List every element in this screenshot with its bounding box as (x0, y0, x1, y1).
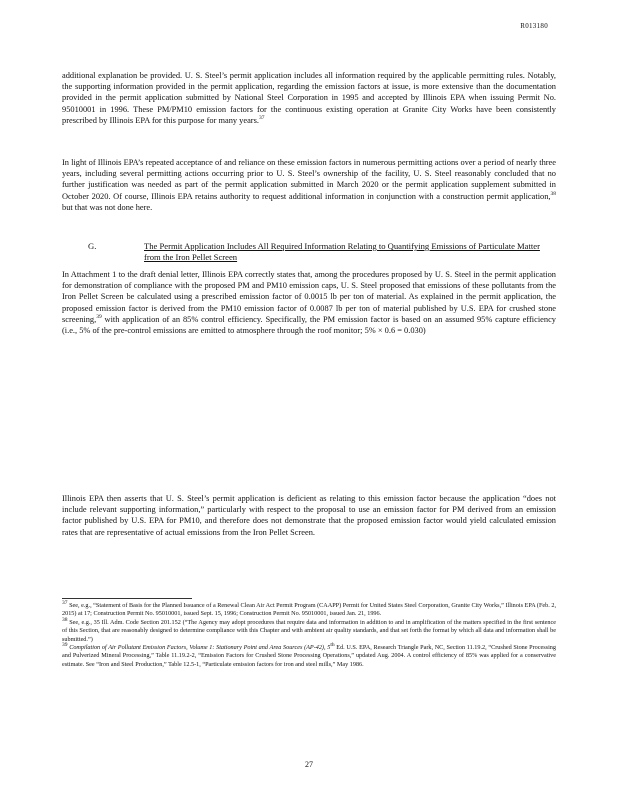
footnote-text: See, e.g., “Statement of Basis for the Planned Issuance of a Renewal Clean Air Act Permit Program (CAAPP) Permit for United States Steel Corporation, Granite City Works,” Illinois EPA (Feb. 2, 2015) at 17; Construction Permit No. 95010001, issued Sept. 15, 1996; Construction Permit No. 95010001, issued Jan. 21, 1996. (62, 602, 557, 618)
footnote-ref-37[interactable]: 37 (258, 115, 265, 122)
footnote-ref-39[interactable]: 39 (96, 314, 102, 321)
bates-number: R013180 (520, 22, 548, 30)
section-letter: G. (88, 241, 97, 251)
footnote-num: 37 (62, 599, 68, 606)
paragraph-4 (62, 493, 556, 538)
paragraph-3 (62, 269, 556, 336)
paragraph-3-text-end: with application of an 85% control efficiency. Specifically, the PM emission factor is based on an assumed 95% capture efficiency (i.e., 5% of the pre-control emissions are emitted to atmosphere through the roof monitor; 5% × 0.6 = 0.030) (62, 314, 556, 336)
footnote-text: Compilation of Air Pollutant Emission Factors, Volume 1: Stationary Point and Area Sources (AP-42), 5 (69, 644, 331, 652)
page-number: 27 (305, 760, 313, 769)
paragraph-1-text: additional explanation be provided. U. S. Steel’s permit application includes all information required by the applicable permitting rules. Notably, the supporting information provided in the permit application, regarding the emission factors at issue, is more extensive than the documentation provided in the permit application submitted by National Steel Corporation in 1995 and accepted by Illinois EPA when issuing Permit No. 95010001 in 1996. These PM/PM10 emission factors for the continuous existing operation at Granite City Works have been consistently prescribed by Illinois EPA for this purpose for many years. (62, 71, 556, 125)
paragraph-2-text: In light of Illinois EPA’s repeated acceptance of and reliance on these emission factors in numerous permitting actions over a period of nearly three years, including several permitting actions occurring prior to U. S. Steel’s ownership of the facility, U. S. Steel reasonably concluded that no further justification was needed as part of the permit application submitted in March 2020 or the permit application supplement submitted in October 2020. Of course, Illinois EPA retains authority to request additional information in conjunction with a construction permit application, (62, 158, 556, 201)
footnote-superscript: th (330, 641, 335, 648)
footnote-text: See, e.g., 35 Ill. Adm. Code Section 201.152 (“The Agency may adopt procedures that require data and information in addition to and in amplification of the matters specified in the first sentence of this Section, that are reasonably designed to determine compliance with this Chapter and with ambient air quality standards, and that set forth the format by which all data and information shall be submitted.”) (62, 618, 556, 643)
footnote-text-end: Ed. U.S. EPA, Research Triangle Park, NC, Section 11.19.2, “Crushed Stone Processing and Pulverized Mineral Processing,” Table 11.19.2-2, “Emission Factors for Crushed Stone Processing Operations,” updated Aug. 2004. A control efficiency of 85% was applied for a conservative estimate. See “Iron and Steel Production,” Table 12.5-1, “Particulate emission factors for iron and steel mills,” May 1986. (62, 644, 556, 668)
paragraph-1 (62, 70, 556, 126)
footnote-num: 39 (62, 641, 68, 648)
footnote-37 (62, 599, 557, 619)
paragraph-2 (62, 157, 556, 213)
paragraph-4-text: Illinois EPA then asserts that U. S. Steel’s permit application is deficient as relating to this emission factor because the application “does not include relevant supporting information,” particularly with respect to the proposal to use an emission factor for PM derived from an emission factor published by U.S. EPA for PM10, and therefore does not demonstrate that the proposed emission factor would yield calculated emission rates that are representative of actual emissions from the Iron Pellet Screen. (62, 494, 556, 537)
footnote-ref-38[interactable]: 38 (550, 190, 556, 197)
paragraph-3-text: In Attachment 1 to the draft denial letter, Illinois EPA correctly states that, among the procedures proposed by U. S. Steel in the permit application for demonstration of compliance with the proposed PM and PM10 emission caps, U. S. Steel proposed that emissions of these pollutants from the Iron Pellet Screen be calculated using a prescribed emission factor of 0.0015 lb per ton of material. As explained in the permit application, the proposed emission factor is derived from the PM10 emission factor of 0.0087 lb per ton of material published by U.S. EPA for crushed stone screening, (62, 270, 556, 324)
paragraph-2-text-end: but that was not done here. (62, 202, 153, 212)
footnote-num: 38 (62, 616, 68, 623)
footnote-divider (62, 598, 192, 599)
footnote-39 (62, 641, 556, 669)
footnote-38 (62, 616, 556, 644)
footnotes (62, 599, 557, 669)
section-title: The Permit Application Includes All Required Information Relating to Quantifying Emissions of Particulate Matter from the Iron Pellet Screen (144, 241, 540, 263)
